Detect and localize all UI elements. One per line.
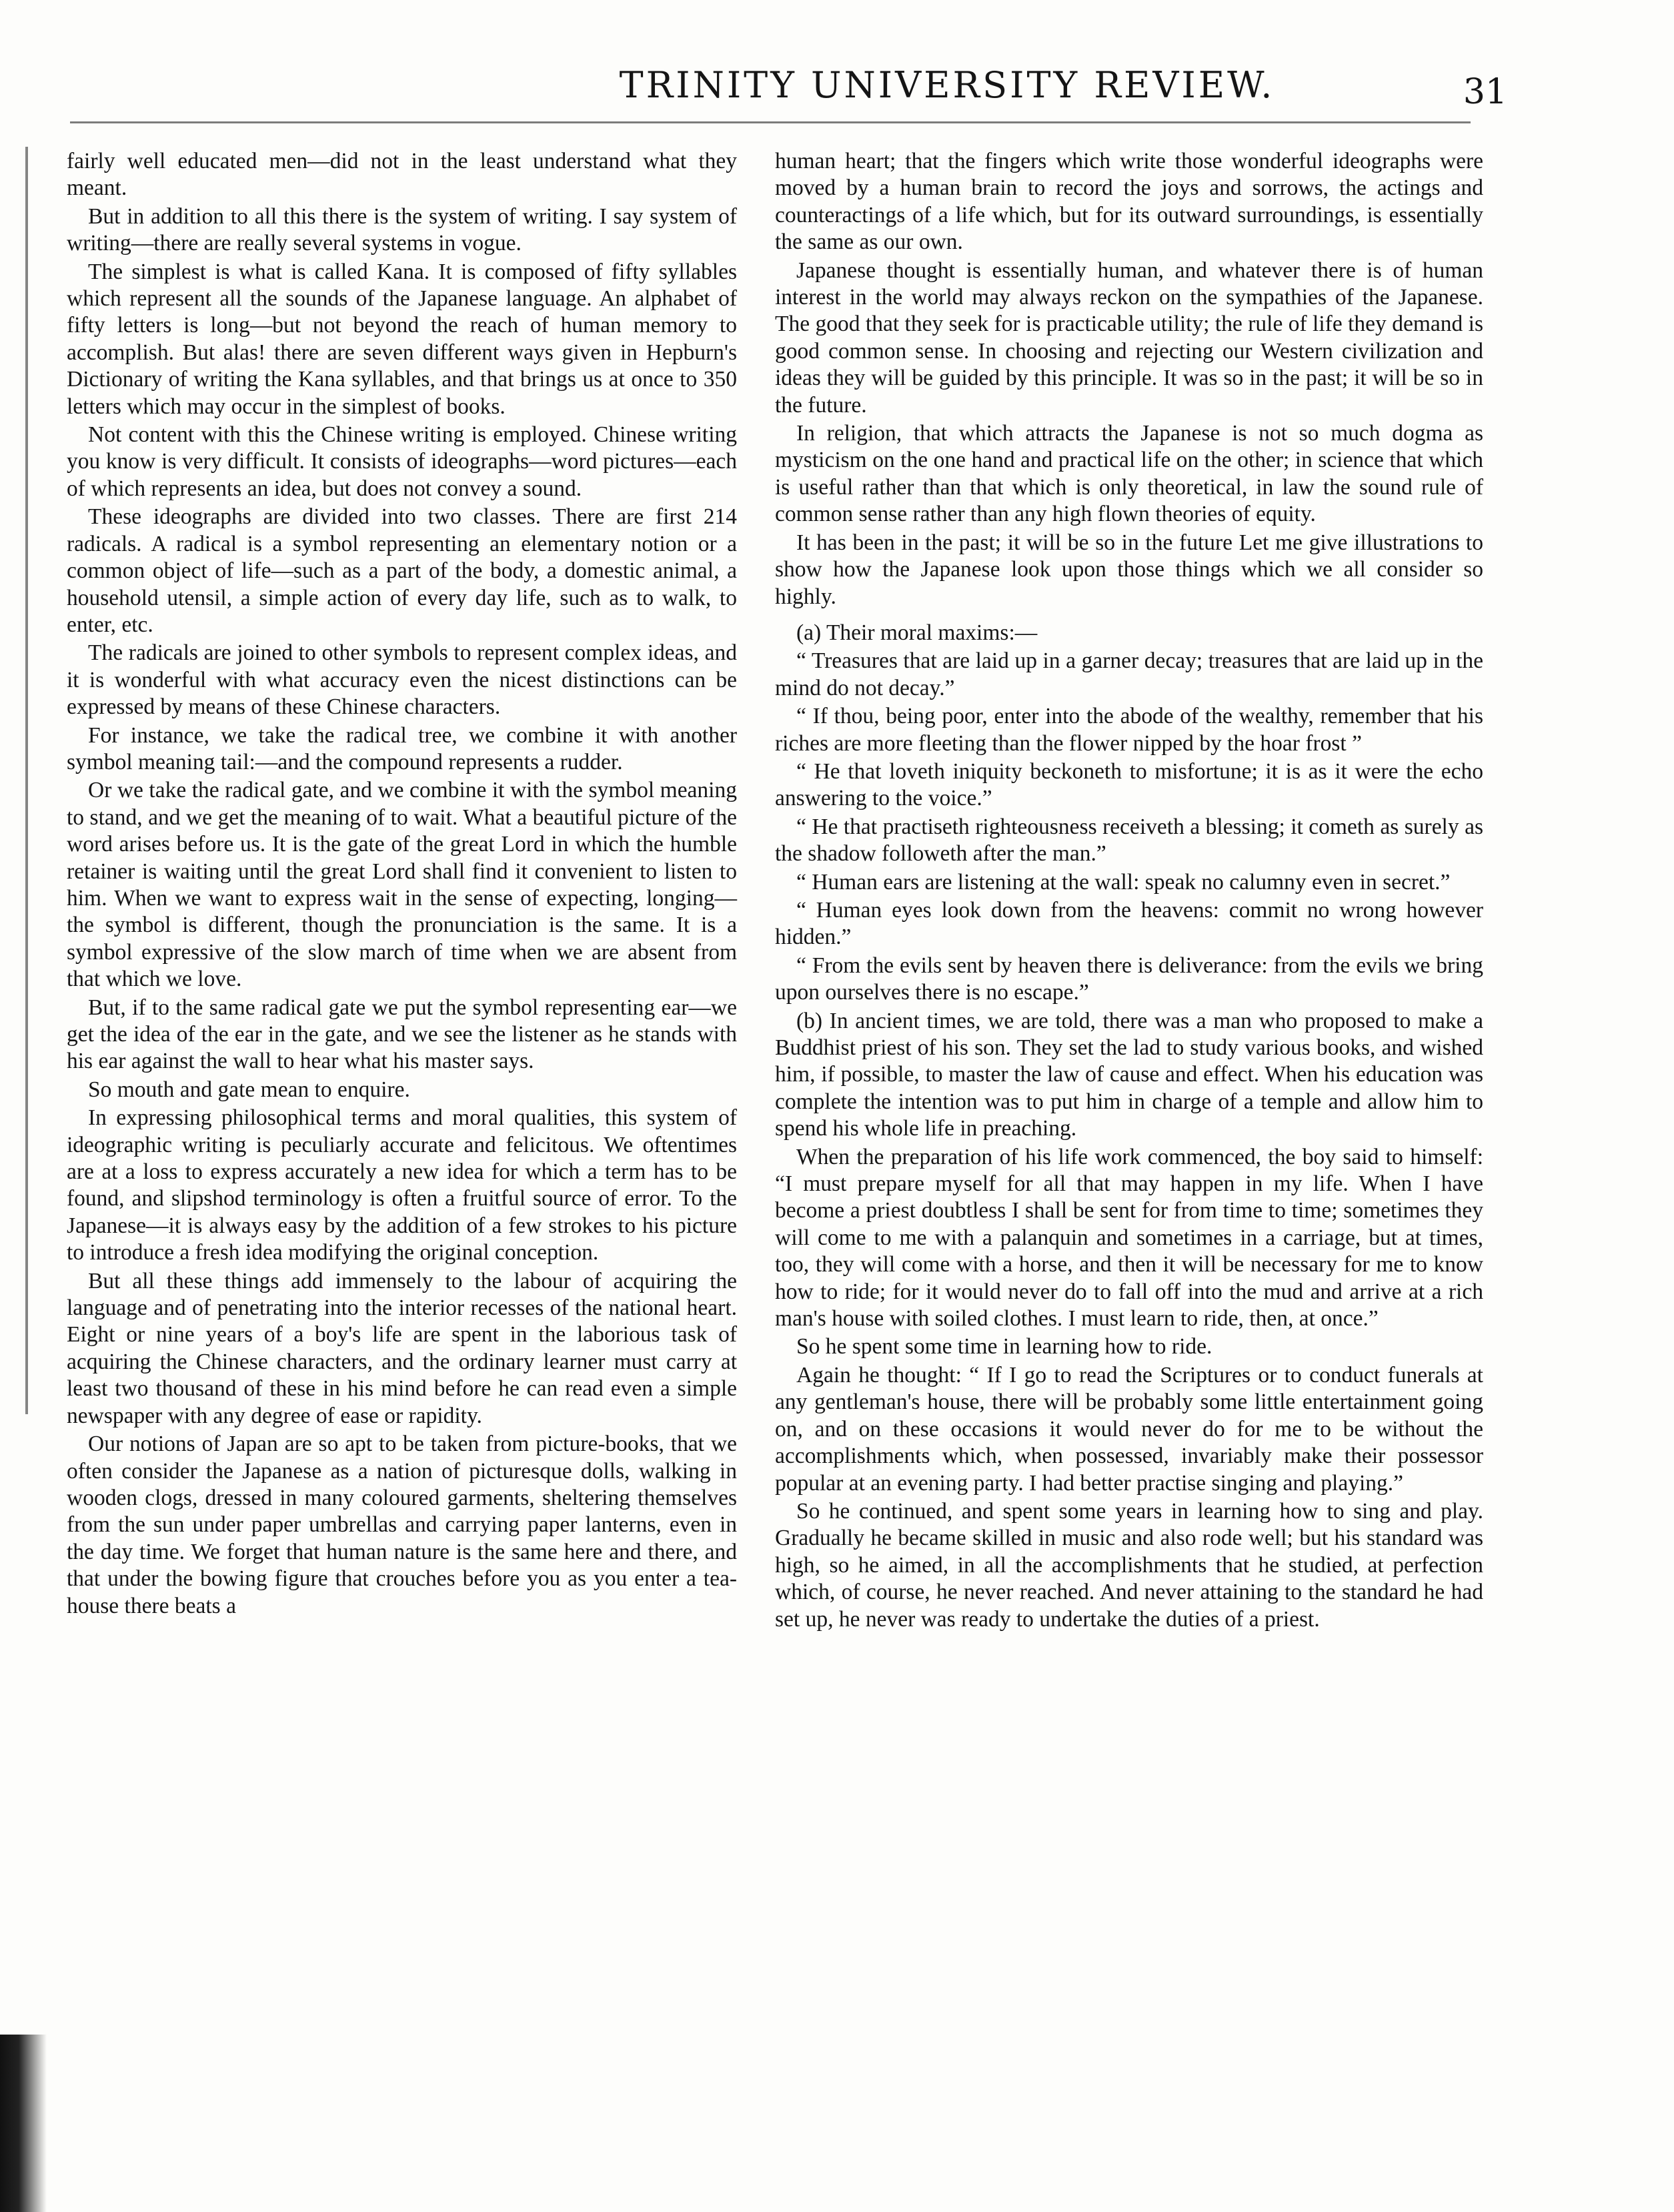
paragraph: So he continued, and spent some years in learning how to sing and play. Gradually he became skilled in music and also rode well; but his standard was high, so he aimed, in all the accomplishments that he studied, at perfection which, of course, he never reached. And never attaining to the standard he had set up, he never was ready to undertake the duties of a priest. — [775, 1498, 1483, 1632]
paragraph: In religion, that which attracts the Japanese is not so much dogma as mysticism on the one hand and practical life on the other; in science that which is useful rather than that which is only theoretical, in law the sound rule of common sense rather than any high flown theories of equity. — [775, 421, 1483, 527]
paragraph: (b) In ancient times, we are told, there was a man who proposed to make a Buddhist priest of his son. They set the lad to study various books, and wished him, if possible, to master the law of cause and effect. When his education was complete the intention was to put him in charge of a temple and allow him to spend his whole life in preaching. — [775, 1008, 1483, 1141]
maxim: “ Human ears are listening at the wall: speak no calumny even in secret.” — [796, 869, 1451, 895]
paragraph: These ideographs are divided into two classes. There are first 214 radicals. A radical is a symbol representing an elementary notion or a common object of life—such as a part of the body, a domestic animal, a household utensil, a simple action of every day life, such as to walk, to enter, etc. — [67, 504, 737, 637]
maxim: “ From the evils sent by heaven there is deliverance: from the evils we bring upon ourselves there is no escape.” — [775, 953, 1483, 1005]
paragraph: Not content with this the Chinese writing is employed. Chinese writing you know is very difficult. It consists of ideographs—word pictures—each of which represents an idea, but does not convey a sound. — [67, 422, 737, 501]
paragraph: The radicals are joined to other symbols to represent complex ideas, and it is wonderful with what accuracy even the nicest distinctions can be expressed by means of these Chinese characters. — [67, 640, 737, 720]
page-number: 31 — [1463, 72, 1507, 112]
paragraph: Again he thought: “ If I go to read the Scriptures or to conduct funerals at any gentleman's house, there will be probably some little entertainment going on, and on these occasions it would never do for me to be without the accomplishments which, when possessed, invariably make their possessor popular at an evening party. I had better practise singing and playing.” — [775, 1362, 1483, 1496]
paragraph: Our notions of Japan are so apt to be taken from picture-books, that we often consider the Japanese as a nation of picturesque dolls, walking in wooden clogs, dressed in many coloured garments, sheltering themselves from the sun under paper umbrellas and carrying paper lanterns, even in the day time. We forget that human nature is the same here and there, and that under the bowing figure that crouches before you as you enter a tea-house there beats a — [67, 1432, 737, 1618]
paragraph: But all these things add immensely to the labour of acquiring the language and of penetrating into the interior recesses of the national heart. Eight or nine years of a boy's life are spent in the laborious task of acquiring the Chinese characters, and the ordinary learner must carry at least two thousand of these in his mind before he can read even a simple newspaper with any degree of ease or rapidity. — [67, 1268, 737, 1428]
paragraph: It has been in the past; it will be so in the future Let me give illustrations to show how the Japanese look upon those things which we all consider so highly. — [775, 530, 1483, 609]
paragraph: For instance, we take the radical tree, we combine it with another symbol meaning tail:—and the compound represents a rudder. — [67, 722, 737, 774]
paragraph: But, if to the same radical gate we put the symbol representing ear—we get the idea of the ear in the gate, and we see the listener as he stands with his ear against the wall to hear what his master says. — [67, 995, 737, 1074]
binding-shadow — [0, 2035, 47, 2212]
paragraph: Or we take the radical gate, and we combine it with the symbol meaning to stand, and we get the meaning of to wait. What a beautiful picture of the word arises before us. It is the gate of the great Lord in which the humble retainer is waiting until the great Lord shall find it convenient to listen to him. When we want to express wait in the sense of expecting, longing—the symbol is different, though the pronunciation is the same. It is a symbol expressive of the slow march of time when we are absent from that which we love. — [67, 778, 737, 992]
paragraph: Japanese thought is essentially human, and whatever there is of human interest in the world may always reckon on the sympathies of the Japanese. The good that they seek for is practicable utility; the rule of life they demand is good common sense. In choosing and rejecting our Western civilization and ideas they will be guided by this principle. It was so in the past; it will be so in the future. — [775, 257, 1483, 418]
paragraph: human heart; that the fingers which write those wonderful ideographs were moved by a human brain to record the joys and sorrows, the actings and counteractings of a life which, but for its outward surroundings, is essentially the same as our own. — [775, 149, 1483, 255]
paragraph: When the preparation of his life work commenced, the boy said to himself: “I must prepare myself for all that may happen in my life. When I have become a priest doubtless I shall be sent for from time to time; sometimes they will come to me with a palanquin and sometimes in a carriage, but at times, too, they will come with a horse, and then it will be necessary for me to know how to ride; for it would never do to fall off into the mud and arrive at a rich man's house with soiled clothes. I must learn to ride, then, at once.” — [775, 1144, 1483, 1331]
paragraph: fairly well educated men—did not in the least understand what they meant. — [67, 149, 737, 201]
maxim: “ He that loveth iniquity beckoneth to misfortune; it is as it were the echo answering to the voice.” — [775, 758, 1483, 811]
maxim: “ Treasures that are laid up in a garner decay; treasures that are laid up in the mind do not decay.” — [775, 648, 1483, 700]
maxim: “ He that practiseth righteousness receiveth a blessing; it cometh as surely as the shadow followeth after the man.” — [775, 814, 1483, 867]
section-heading: (a) Their moral maxims:— — [796, 620, 1038, 645]
header-rule — [70, 121, 1471, 123]
paragraph: In expressing philosophical terms and moral qualities, this system of ideographic writing is peculiarly accurate and felicitous. We oftentimes are at a loss to express accurately a new idea for which a term has to be found, and slipshod terminology is often a fruitful source of error. To the Japanese—it is always easy by the addition of a few strokes to his picture to introduce a fresh idea modifying the original conception. — [67, 1105, 737, 1265]
maxim: “ Human eyes look down from the heavens: commit no wrong however hidden.” — [775, 897, 1483, 950]
paragraph: So mouth and gate mean to enquire. — [88, 1077, 410, 1102]
paragraph: So he spent some time in learning how to ride. — [796, 1334, 1212, 1359]
running-header — [413, 64, 1481, 117]
right-column — [775, 148, 1483, 1634]
maxim: “ If thou, being poor, enter into the abode of the wealthy, remember that his riches are more fleeting than the flower nipped by the hoar frost ” — [775, 704, 1483, 756]
left-column — [67, 148, 737, 1621]
journal-title: TRINITY UNIVERSITY REVIEW. — [619, 64, 1275, 106]
paragraph: The simplest is what is called Kana. It is composed of fifty syllables which represent all the sounds of the Japanese language. An alphabet of fifty letters is long—but not beyond the reach of human memory to accomplish. But alas! there are seven different ways given in Hepburn's Dictionary of writing the Kana syllables, and that brings us at once to 350 letters which may occur in the simplest of books. — [67, 259, 737, 419]
paragraph: But in addition to all this there is the system of writing. I say system of writing—there are really several systems in vogue. — [67, 203, 737, 256]
binding-edge-mark — [25, 147, 28, 1414]
